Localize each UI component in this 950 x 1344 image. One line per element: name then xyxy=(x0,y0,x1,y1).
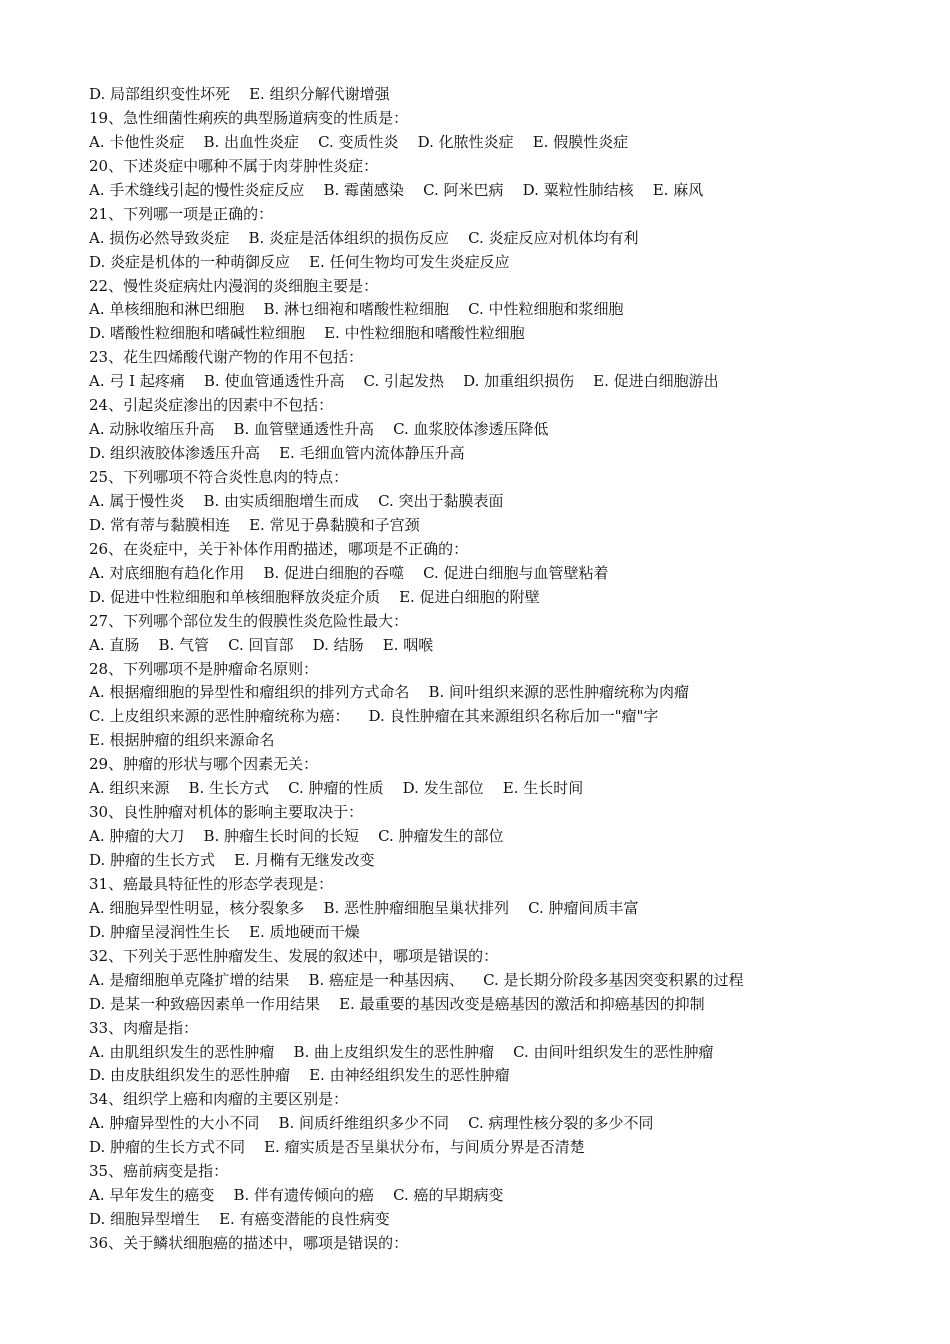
text-line: 33、肉瘤是指： xyxy=(89,1018,199,1037)
text-line: D. 肿瘤的生长方式 E. 月椭有无继发改变 xyxy=(89,851,375,869)
text-line: 32、下列关于恶性肿瘤发生、发展的叙述中，哪项是错误的： xyxy=(89,946,499,965)
text-line: A. 肿瘤的大刀 B. 肿瘤生长时间的长短 C. 肿瘤发生的部位 xyxy=(89,827,504,846)
text-line: 34、组织学上癌和肉瘤的主要区别是： xyxy=(89,1090,349,1109)
text-line: A. 是瘤细胞单克隆扩增的结果 B. 癌症是一种基因病、 C. 是长期分阶段多基因突变积累的过程 xyxy=(89,970,744,989)
text-line: A. 直肠 B. 气管 C. 回盲部 D. 结肠 E. 咽喉 xyxy=(89,635,434,654)
text-line: D. 是某一种致癌因素单一作用结果 E. 最重要的基因改变是癌基因的激活和抑癌基因的抑制 xyxy=(89,994,705,1013)
text-line: A. 弓 I 起疼痛 B. 使血管通透性升高 C. 引起发热 D. 加重组织损伤 E. 促进白细胞游出 xyxy=(89,372,719,391)
text-line: A. 组织来源 B. 生长方式 C. 肿瘤的性质 D. 发生部位 E. 生长时间 xyxy=(89,779,584,798)
text-line: D. 嗜酸性粒细胞和嗜碱性粒细胞 E. 中性粒细胞和嗜酸性粒细胞 xyxy=(89,324,525,343)
text-line: 20、下述炎症中哪种不属于肉芽肿性炎症： xyxy=(89,156,379,175)
text-line: A. 由肌组织发生的恶性肿瘤 B. 曲上皮组织发生的恶性肿瘤 C. 由间叶组织发生的恶性肿瘤 xyxy=(89,1042,714,1061)
text-line: 26、在炎症中，关于补体作用酌描述，哪项是不正确的： xyxy=(89,539,469,558)
text-line: D. 由皮肤组织发生的恶性肿瘤 E. 由神经组织发生的恶性肿瘤 xyxy=(89,1066,510,1085)
text-line: 27、下列哪个部位发生的假膜性炎危险性最大： xyxy=(89,611,409,630)
text-line: A. 根据瘤细胞的异型性和瘤组织的排列方式命名 B. 间叶组织来源的恶性肿瘤统称为肉瘤 xyxy=(89,683,690,702)
text-line: D. 炎症是机体的一种萌御反应 E. 任何生物均可发生炎症反应 xyxy=(89,252,510,271)
text-line: C. 上皮组织来源的恶性肿瘤统称为癌： D. 良性肿瘤在其来源组织名称后加一"瘤"字 xyxy=(89,707,659,726)
document-page xyxy=(89,83,879,1256)
text-line: A. 手术缝线引起的慢性炎症反应 B. 霉菌感染 C. 阿米巴病 D. 粟粒性肺结核 E. 麻风 xyxy=(89,180,704,199)
text-line: A. 单核细胞和淋巴细胞 B. 淋乜细袍和嗜酸性粒细胞 C. 中性粒细胞和浆细胞 xyxy=(89,300,624,319)
text-line: 29、肿瘤的形状与哪个因素无关： xyxy=(89,755,319,774)
text-line: A. 早年发生的癌变 B. 伴有遗传倾向的癌 C. 癌的早期病变 xyxy=(89,1186,504,1205)
text-line: 21、下列哪一项是正确的： xyxy=(89,204,274,223)
text-line: D. 细胞异型增生 E. 有癌变潜能的良性病变 xyxy=(89,1210,390,1229)
text-line: A. 细胞异型性明显，核分裂象多 B. 恶性肿瘤细胞呈巢状排列 C. 肿瘤间质丰富 xyxy=(89,898,639,917)
text-line: A. 对底细胞有趋化作用 B. 促进白细胞的吞噬 C. 促进白细胞与血管壁粘着 xyxy=(89,563,609,582)
text-line: 24、引起炎症渗出的因素中不包括： xyxy=(89,396,334,415)
text-line: A. 卡他性炎症 B. 出血性炎症 C. 变质性炎 D. 化脓性炎症 E. 假膜性炎症 xyxy=(89,132,629,151)
text-line: A. 动脉收缩压升高 B. 血管壁通透性升高 C. 血浆胶体渗透压降低 xyxy=(89,420,549,439)
text-line: A. 肿瘤异型性的大小不同 B. 间质纤维组织多少不同 C. 病理性核分裂的多少不同 xyxy=(89,1114,654,1133)
text-line: D. 局部组织变性坏死 E. 组织分解代谢增强 xyxy=(89,85,390,103)
text-line: 22、慢性炎症病灶内漫润的炎细胞主要是： xyxy=(89,276,379,295)
text-line: 25、下列哪项不符合炎性息肉的特点： xyxy=(89,468,349,486)
text-line: D. 促进中性粒细胞和单核细胞释放炎症介质 E. 促进白细胞的附壁 xyxy=(89,587,540,606)
text-line: E. 根据肿瘤的组织来源命名 xyxy=(89,731,275,750)
text-line: 19、急性细菌性痢疾的典型肠道病变的性质是： xyxy=(89,108,409,127)
text-line: D. 常有蒂与黏膜相连 E. 常见于鼻黏膜和子宫颈 xyxy=(89,515,420,534)
text-line: A. 损伤必然导致炎症 B. 炎症是活体组织的损伤反应 C. 炎症反应对机体均有利 xyxy=(89,228,639,247)
text-line: 30、良性肿瘤对机体的影响主要取决于： xyxy=(89,803,364,822)
text-line: 36、关于鳞状细胞癌的描述中，哪项是错误的： xyxy=(89,1234,409,1252)
text-line: D. 肿瘤的生长方式不同 E. 瘤实质是否呈巢状分布，与间质分界是否清楚 xyxy=(89,1138,585,1157)
text-line: D. 组织液胶体渗透压升高 E. 毛细血管内流体静压升高 xyxy=(89,444,465,463)
text-line: D. 肿瘤呈浸润性生长 E. 质地硬而干燥 xyxy=(89,922,360,941)
text-line: A. 属于慢性炎 B. 由实质细胞增生而成 C. 突出于黏膜表面 xyxy=(89,491,504,510)
text-line: 28、下列哪项不是肿瘤命名原则： xyxy=(89,659,319,678)
text-line: 35、癌前病变是指： xyxy=(89,1162,229,1181)
text-line: 31、癌最具特征性的形态学表现是： xyxy=(89,874,334,893)
text-line: 23、花生四烯酸代谢产物的作用不包括： xyxy=(89,348,364,367)
